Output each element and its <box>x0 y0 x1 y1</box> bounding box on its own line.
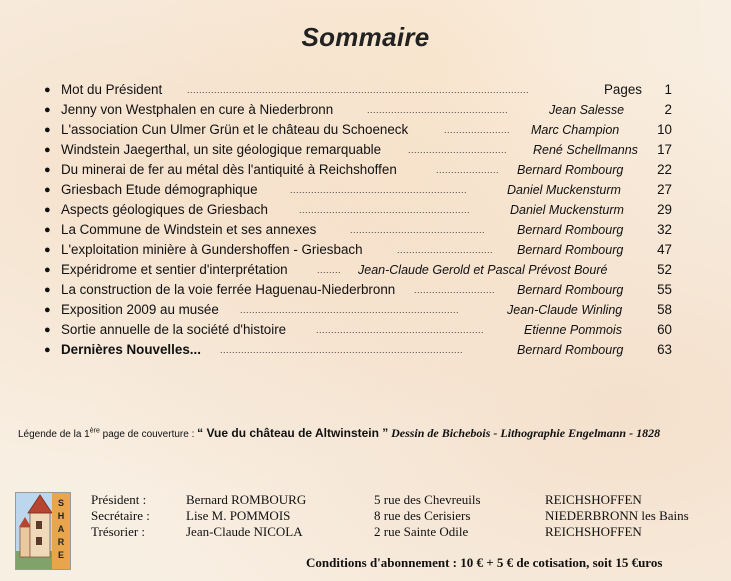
toc-title: L'exploitation minière à Gundershoffen - Griesbach <box>61 242 363 257</box>
toc-author: Daniel Muckensturm <box>510 203 624 217</box>
toc-entry <box>44 200 704 220</box>
dot-leader: ................................ <box>397 245 494 255</box>
legend-prefix: Légende de la 1 <box>18 429 90 440</box>
logo-letters <box>54 497 68 562</box>
toc-title: Aspects géologiques de Griesbach <box>61 202 268 217</box>
legend-middle: page de couverture : <box>99 429 198 440</box>
toc-page-number: 60 <box>657 322 672 337</box>
toc-entry <box>44 260 704 280</box>
dot-leader: ................................................................................. <box>220 345 464 355</box>
page-title: Sommaire <box>301 22 430 52</box>
toc-title: Jenny von Westphalen en cure à Niederbronn <box>61 102 334 117</box>
toc-entry <box>44 340 704 360</box>
toc-title: La Commune de Windstein et ses annexes <box>61 222 317 237</box>
bullet-icon: ● <box>44 164 51 176</box>
toc-title: Windstein Jaegerthal, un site géologique remarquable <box>61 142 382 157</box>
logo-letter: H <box>57 511 65 521</box>
share-logo <box>15 492 71 570</box>
dot-leader: ......................................................... <box>299 205 471 215</box>
legend-sup: ère <box>89 427 100 435</box>
footer-cities <box>545 492 689 540</box>
toc-author: Jean-Claude Winling <box>507 303 623 317</box>
footer-name: Jean-Claude NICOLA <box>186 524 303 539</box>
footer-role: Président : <box>91 492 147 507</box>
toc-entry <box>44 100 704 120</box>
dot-leader: ........................................................... <box>290 185 468 195</box>
footer-addresses <box>374 492 481 540</box>
toc-page-number: 2 <box>664 102 672 117</box>
toc-author: Bernard Rombourg <box>517 243 624 257</box>
toc-title: Dernières Nouvelles... <box>61 342 201 357</box>
footer-name: Bernard ROMBOURG <box>186 492 307 507</box>
toc-author: Marc Champion <box>531 123 620 137</box>
footer-addresse: 2 rue Sainte Odile <box>374 524 469 539</box>
toc-page-number: 29 <box>657 202 672 217</box>
toc-title: Expéridrome et sentier d'interprétation <box>61 262 288 277</box>
dot-leader: ........................... <box>414 285 496 295</box>
toc-entry <box>44 300 704 320</box>
toc-page-number: 17 <box>657 142 672 157</box>
dot-leader: ......................................................................... <box>240 305 460 315</box>
toc-title: L'association Cun Ulmer Grün et le château du Schoeneck <box>61 122 409 137</box>
toc-author: Etienne Pommois <box>524 323 622 337</box>
footer-addresse: 5 rue des Chevreuils <box>374 492 481 507</box>
bullet-icon: ● <box>44 244 51 256</box>
dot-leader: .................................................................................................................. <box>187 85 530 95</box>
toc-title: Sortie annuelle de la société d'histoire <box>61 322 287 337</box>
toc-entry <box>44 120 704 140</box>
subscription-conditions: Conditions d'abonnement : 10 € + 5 € de cotisation, soit 15 €uros <box>306 555 663 570</box>
footer-names <box>186 492 306 540</box>
toc-author: Bernard Rombourg <box>517 163 624 177</box>
dot-leader: ...................... <box>444 125 511 135</box>
logo-letter: E <box>57 550 64 560</box>
logo-letter: S <box>57 498 64 508</box>
footer-roles <box>91 492 150 540</box>
pages-label: Pages <box>604 82 642 97</box>
bullet-icon: ● <box>44 224 51 236</box>
toc-page-number: 58 <box>657 302 672 317</box>
bullet-icon: ● <box>44 344 51 356</box>
footer-addresse: 8 rue des Cerisiers <box>374 508 471 523</box>
footer-citie: REICHSHOFFEN <box>545 524 642 539</box>
table-of-contents <box>44 80 704 360</box>
toc-title: Griesbach Etude démographique <box>61 182 258 197</box>
footer-citie: REICHSHOFFEN <box>545 492 642 507</box>
toc-page-number: 27 <box>657 182 672 197</box>
toc-page-number: 10 <box>657 122 672 137</box>
bullet-icon: ● <box>44 144 51 156</box>
footer-role: Trésorier : <box>91 524 146 539</box>
dot-leader: ........ <box>317 265 342 275</box>
toc-page-number: 22 <box>657 162 672 177</box>
logo-letter: A <box>57 524 65 534</box>
toc-entry <box>44 180 704 200</box>
toc-entry <box>44 140 704 160</box>
bullet-icon: ● <box>44 84 51 96</box>
toc-author: René Schellmanns <box>533 143 638 157</box>
toc-page-number: 32 <box>657 222 672 237</box>
footer-name: Lise M. POMMOIS <box>186 508 291 523</box>
bullet-icon: ● <box>44 104 51 116</box>
bullet-icon: ● <box>44 204 51 216</box>
toc-title: Du minerai de fer au métal dès l'antiquité à Reichshoffen <box>61 162 397 177</box>
toc-title: Exposition 2009 au musée <box>61 302 219 317</box>
toc-author: Bernard Rombourg <box>517 343 624 357</box>
dot-leader: ................................. <box>408 145 508 155</box>
toc-title: Mot du Président <box>61 82 163 97</box>
toc-author: Bernard Rombourg <box>517 223 624 237</box>
bullet-icon: ● <box>44 264 51 276</box>
toc-entry <box>44 80 704 100</box>
dot-leader: ............................................. <box>350 225 486 235</box>
toc-author: Bernard Rombourg <box>517 283 624 297</box>
legend-quote: “ Vue du château de Altwinstein ” <box>197 426 389 440</box>
legend-credit: Dessin de Bichebois - Lithographie Engelmann - 1828 <box>391 426 661 440</box>
toc-entry <box>44 240 704 260</box>
toc-author: Jean Salesse <box>549 103 625 117</box>
bullet-icon: ● <box>44 304 51 316</box>
toc-entry <box>44 220 704 240</box>
dot-leader: ............................................... <box>367 105 509 115</box>
toc-title: La construction de la voie ferrée Haguenau-Niederbronn <box>61 282 396 297</box>
footer-role: Secrétaire : <box>91 508 150 523</box>
cover-legend <box>18 426 660 441</box>
toc-entry <box>44 160 704 180</box>
toc-page-number: 1 <box>664 82 672 97</box>
toc-author: Jean-Claude Gerold et Pascal Prévost Bouré <box>358 263 608 277</box>
footer-citie: NIEDERBRONN les Bains <box>545 508 689 523</box>
bullet-icon: ● <box>44 124 51 136</box>
bullet-icon: ● <box>44 324 51 336</box>
toc-author: Daniel Muckensturm <box>507 183 621 197</box>
toc-entry <box>44 280 704 300</box>
dot-leader: ..................... <box>436 165 500 175</box>
bullet-icon: ● <box>44 184 51 196</box>
toc-page-number: 55 <box>657 282 672 297</box>
toc-entry <box>44 320 704 340</box>
bullet-icon: ● <box>44 284 51 296</box>
toc-page-number: 47 <box>657 242 672 257</box>
dot-leader: ........................................................ <box>316 325 485 335</box>
toc-page-number: 52 <box>657 262 672 277</box>
toc-page-number: 63 <box>657 342 672 357</box>
logo-letter: R <box>57 537 65 547</box>
